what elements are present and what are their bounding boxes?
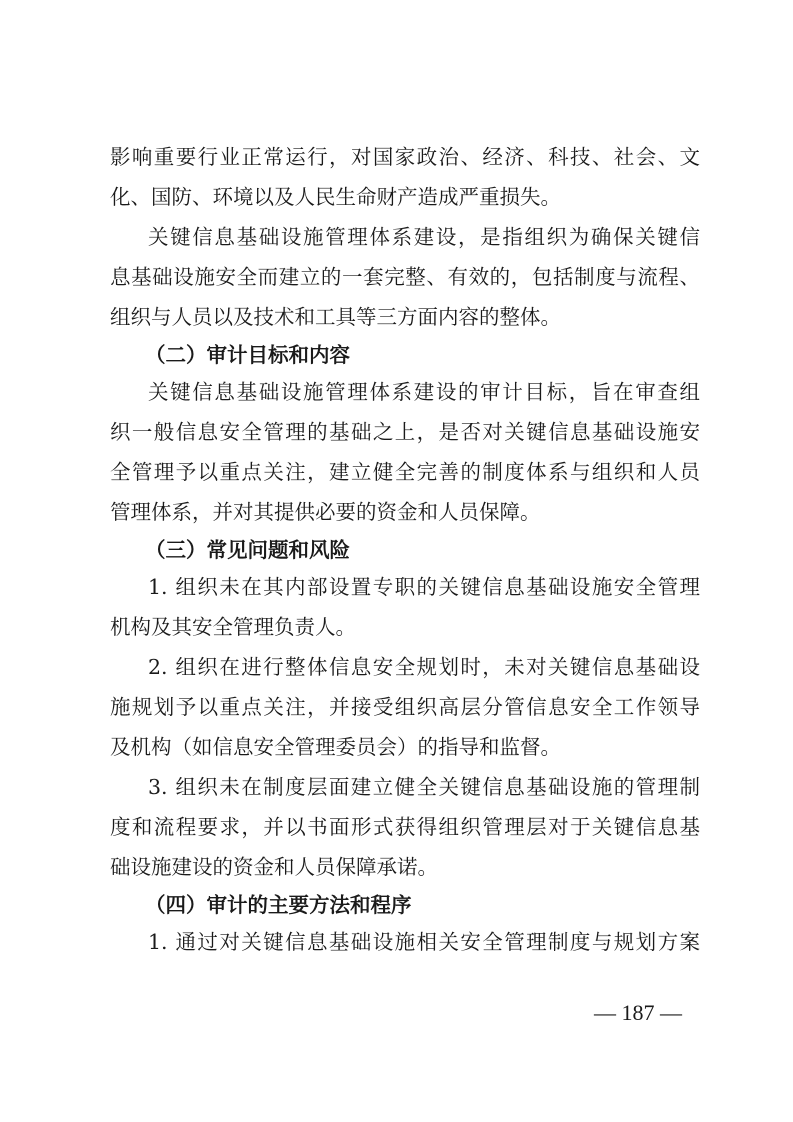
- list-item-line: 础设施建设的资金和人员保障承诺。: [110, 855, 438, 879]
- section-heading: （四）审计的主要方法和程序: [145, 893, 412, 917]
- paragraph-line: 化、国防、环境以及人民生命财产造成严重损失。: [110, 185, 561, 209]
- paragraph-line: 管理体系，并对其提供必要的资金和人员保障。: [110, 500, 541, 524]
- paragraph-line: 息基础设施安全而建立的一套完整、有效的，包括制度与流程、: [110, 265, 700, 289]
- paragraph-line: 组织与人员以及技术和工具等三方面内容的整体。: [110, 305, 561, 329]
- list-item-line: 度和流程要求，并以书面形式获得组织管理层对于关键信息基: [110, 815, 700, 839]
- page-number: — 187 —: [594, 1000, 682, 1025]
- paragraph-line: 织一般信息安全管理的基础之上，是否对关键信息基础设施安: [110, 420, 700, 444]
- list-item-line: 1. 组织未在其内部设置专职的关键信息基础设施安全管理: [148, 575, 700, 599]
- list-item-line: 1. 通过对关键信息基础设施相关安全管理制度与规划方案: [148, 930, 700, 954]
- paragraph-line: 关键信息基础设施管理体系建设的审计目标，旨在审查组: [148, 380, 700, 404]
- list-item-line: 及机构（如信息安全管理委员会）的指导和监督。: [110, 735, 561, 759]
- list-item-line: 施规划予以重点关注，并接受组织高层分管信息安全工作领导: [110, 695, 700, 719]
- paragraph-line: 关键信息基础设施管理体系建设，是指组织为确保关键信: [148, 225, 700, 249]
- section-heading: （二）审计目标和内容: [145, 343, 350, 367]
- paragraph-line: 影响重要行业正常运行，对国家政治、经济、科技、社会、文: [110, 145, 700, 169]
- list-item-line: 3. 组织未在制度层面建立健全关键信息基础设施的管理制: [148, 775, 700, 799]
- paragraph-line: 全管理予以重点关注，建立健全完善的制度体系与组织和人员: [110, 460, 700, 484]
- list-item-line: 2. 组织在进行整体信息安全规划时，未对关键信息基础设: [148, 655, 700, 679]
- section-heading: （三）常见问题和风险: [145, 538, 350, 562]
- list-item-line: 机构及其安全管理负责人。: [110, 615, 356, 639]
